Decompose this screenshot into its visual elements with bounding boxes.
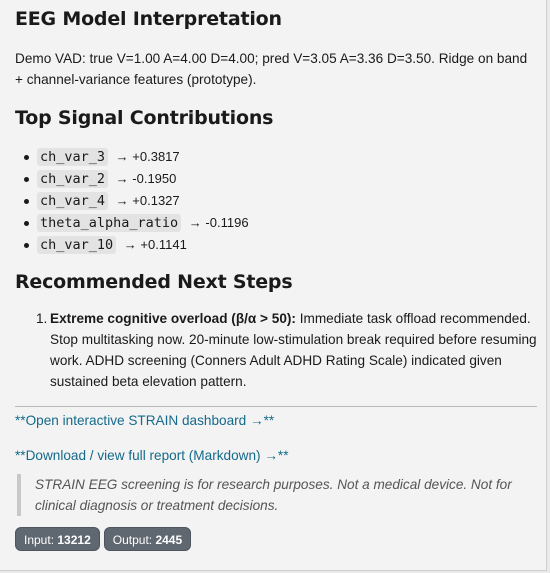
list-item <box>37 212 537 234</box>
feature-name: ch_var_4 <box>37 192 108 210</box>
arrow-right-icon: → <box>115 171 129 186</box>
list-item <box>37 234 537 256</box>
feature-name: theta_alpha_ratio <box>37 214 181 232</box>
step-body: Immediate task offload recommended. Stop multitasking now. 20-minute low-stimulation break required before resuming work. ADHD screening (Conners Adult ADHD Rating Scale) indicated given sustained beta elevation pattern. <box>50 311 537 389</box>
intro-text: Demo VAD: true V=1.00 A=4.00 D=4.00; pred V=3.05 A=3.36 D=3.50. Ridge on band + channel-variance features (prototype). <box>15 51 528 87</box>
page-title: EEG Model Interpretation <box>15 8 282 30</box>
contributions-heading: Top Signal Contributions <box>15 107 274 129</box>
contribution-value: -0.1950 <box>132 171 177 186</box>
list-item <box>37 168 537 190</box>
arrow-right-icon: → <box>115 149 129 164</box>
bullet-icon <box>24 243 29 248</box>
contribution-value: +0.1141 <box>140 237 187 252</box>
output-token-value: 2445 <box>155 533 183 547</box>
list-item <box>37 190 537 212</box>
message-content <box>15 4 537 551</box>
arrow-right-icon: → <box>115 193 129 208</box>
output-token-label: Output: <box>112 533 153 547</box>
token-badges <box>15 527 537 551</box>
input-token-value: 13212 <box>57 533 91 547</box>
open-dashboard-link[interactable]: **Open interactive STRAIN dashboard →** <box>15 413 275 428</box>
divider <box>15 406 537 407</box>
input-token-label: Input: <box>24 533 55 547</box>
contributions-list <box>15 146 537 256</box>
bullet-icon <box>24 155 29 160</box>
contribution-value: +0.3817 <box>132 149 180 164</box>
download-report-link[interactable]: **Download / view full report (Markdown) →** <box>15 448 289 463</box>
arrow-right-icon: → <box>123 237 137 252</box>
report-link-row <box>15 446 537 466</box>
dashboard-link-row <box>15 411 537 431</box>
disclaimer-blockquote: STRAIN EEG screening is for research purposes. Not a medical device. Not for clinical diagnosis or treatment decisions. <box>17 474 537 516</box>
feature-name: ch_var_3 <box>37 148 108 166</box>
contribution-value: +0.1327 <box>132 193 180 208</box>
list-item <box>37 146 537 168</box>
list-item <box>36 308 537 392</box>
arrow-right-icon: → <box>188 215 202 230</box>
step-title: Extreme cognitive overload (β/α > 50): <box>50 311 296 326</box>
feature-name: ch_var_10 <box>37 236 116 254</box>
output-token-badge <box>104 527 191 551</box>
next-steps-heading: Recommended Next Steps <box>15 271 293 293</box>
step-number: 1. <box>36 311 48 326</box>
bullet-icon <box>24 221 29 226</box>
feature-name: ch_var_2 <box>37 170 108 188</box>
contribution-value: -0.1196 <box>205 215 249 230</box>
bullet-icon <box>24 177 29 182</box>
bullet-icon <box>24 199 29 204</box>
next-steps-list <box>15 308 537 392</box>
input-token-badge <box>15 527 100 551</box>
